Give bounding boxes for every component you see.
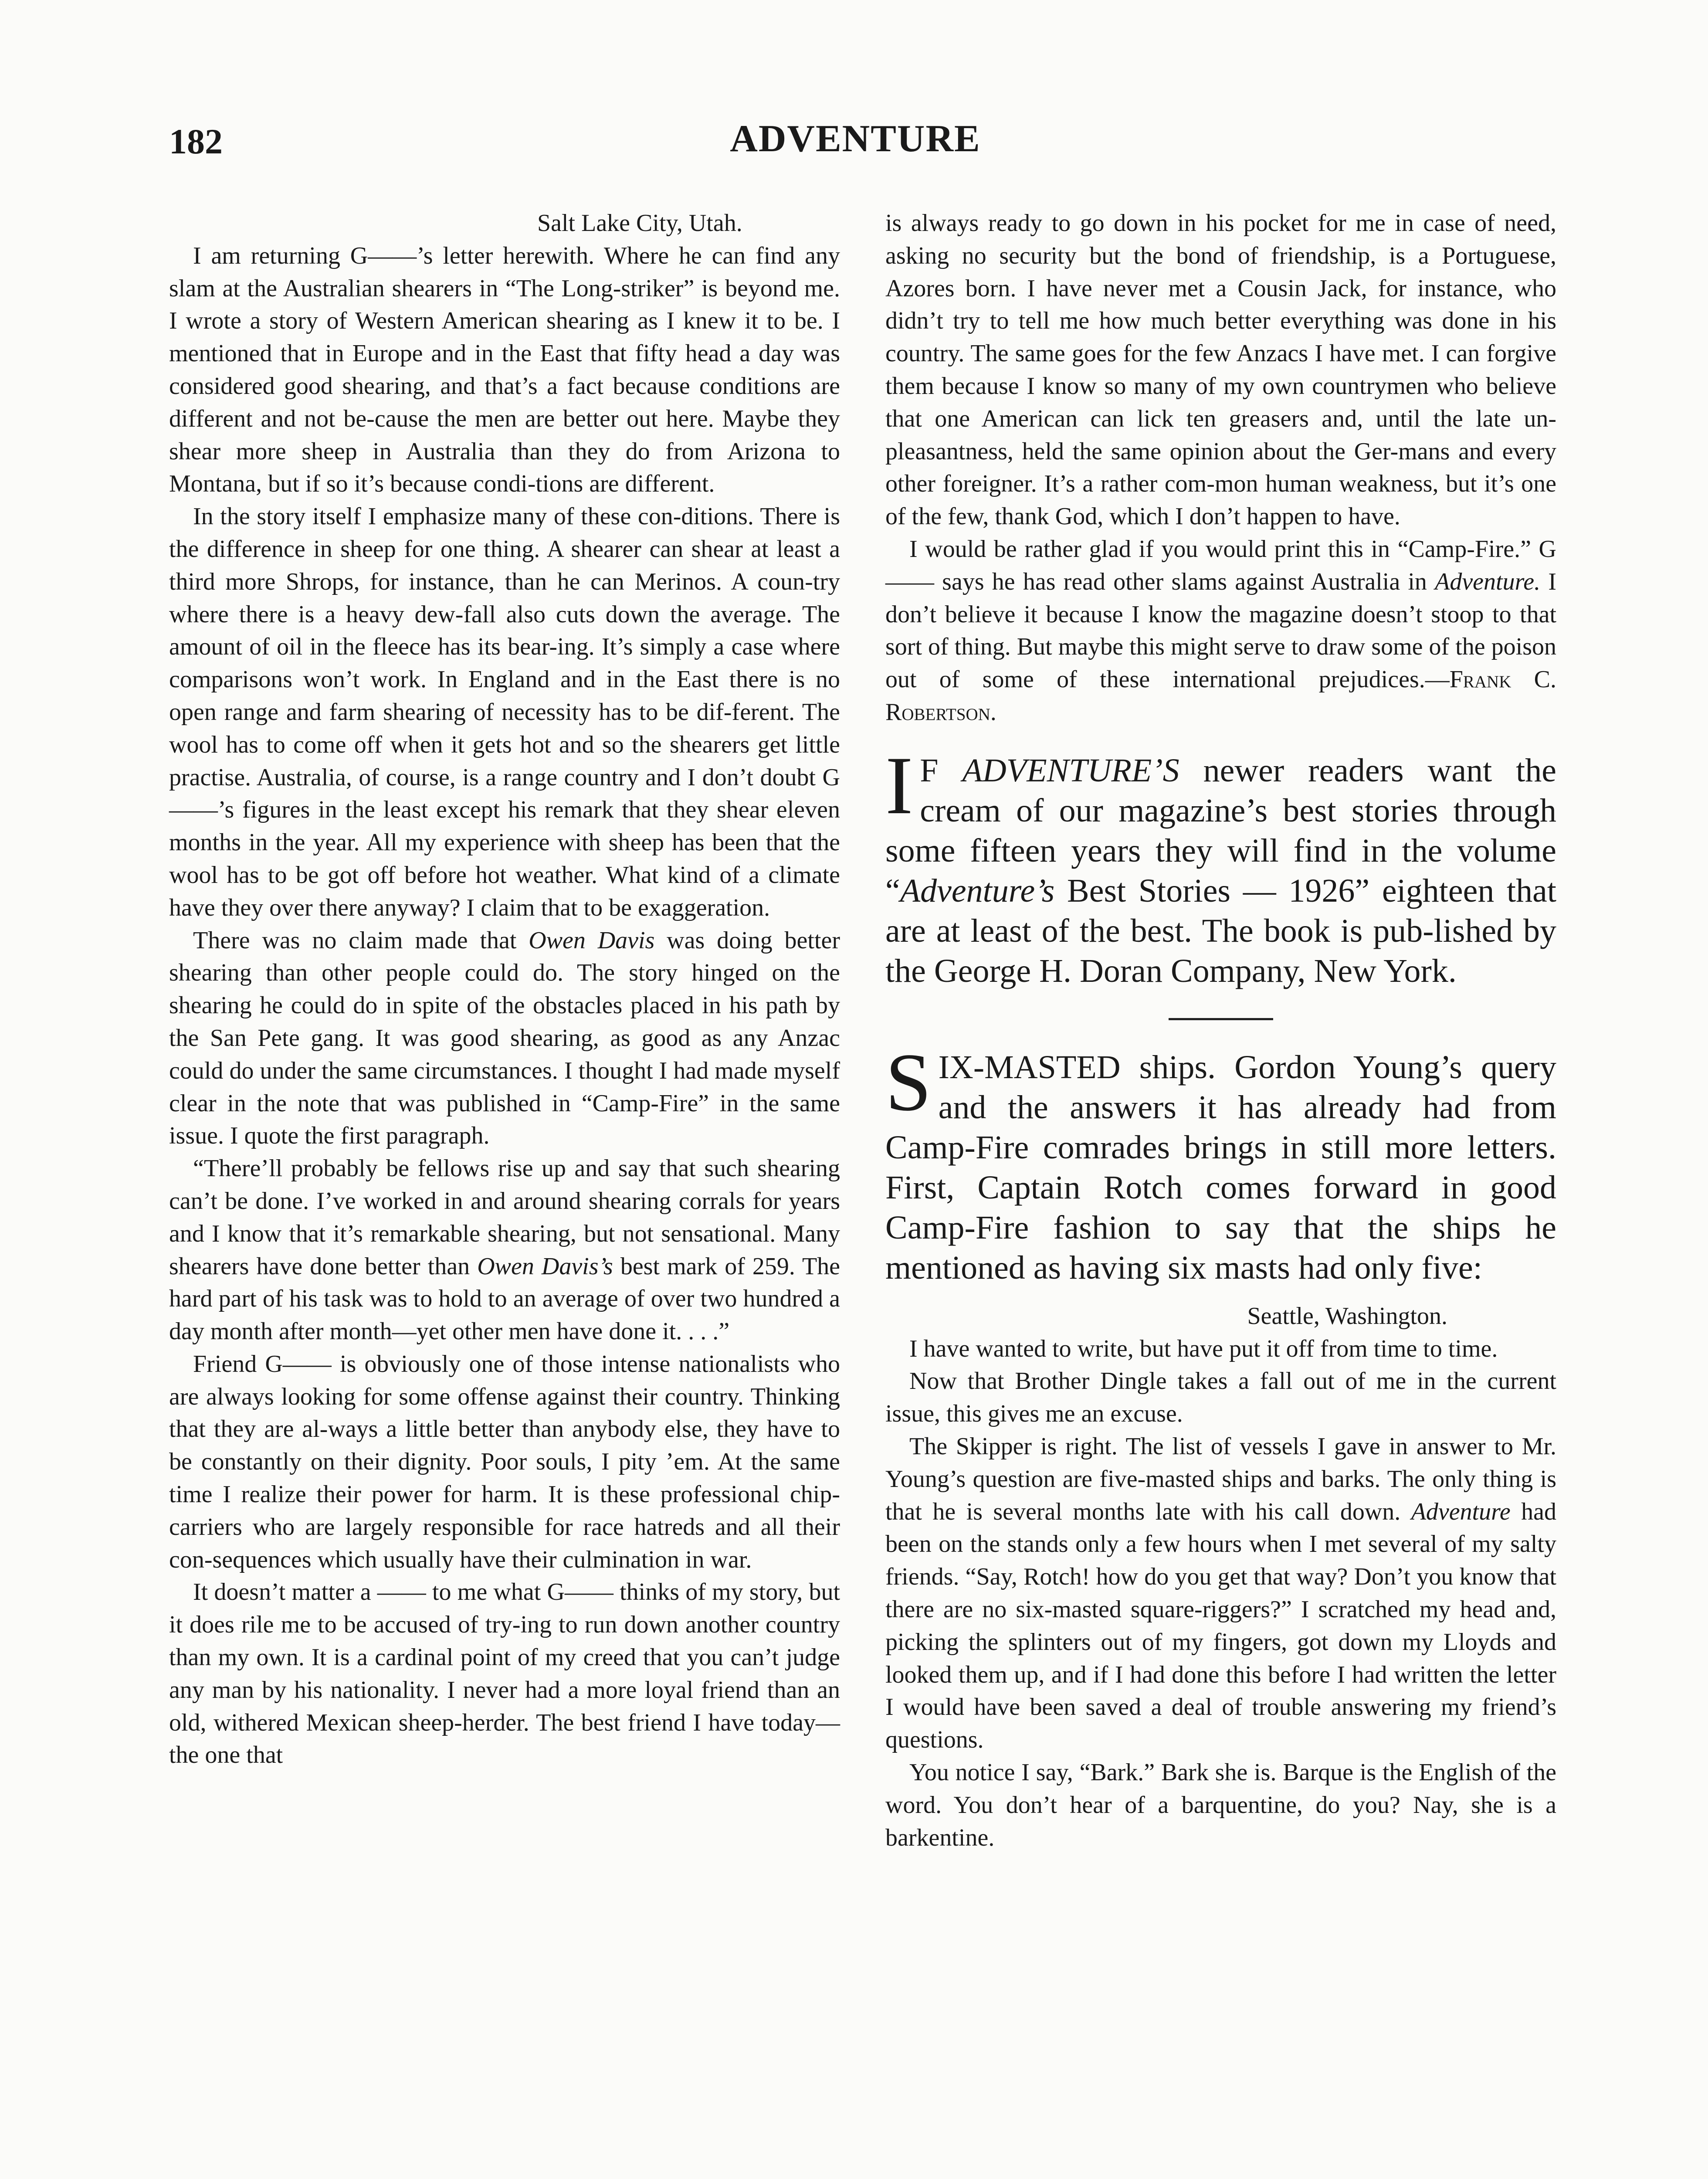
letter-paragraph: I have wanted to write, but have put it off from time to time.: [909, 1335, 1498, 1362]
letter-paragraph: The Skipper is right. The list of vessels I gave in answer to Mr. Young’s question are five-masted ships and barks. The only thing is that he is several months late with his call down. Adventure had been on the stands only a few hours when I met several of my salty friends. “Say, Rotch! how do you get that way? Don’t you know that there are no six-masted square-riggers?” I scratched my head and, picking the splinters out of my fingers, got down my Lloyds and looked them up, and if I had done this before I had written the letter I would have been saved a deal of trouble answering my friend’s questions.: [885, 1432, 1556, 1754]
right-column: [885, 207, 1556, 1854]
letter-paragraph: I am returning G——’s letter herewith. Where he can find any slam at the Australian shearers in “The Long-striker” is beyond me. I wrote a story of Western American shearing as I knew it to be. I mentioned that in Europe and in the East that fifty head a day was considered good shearing, and that’s a fact because conditions are different and not be-cause the men are better out here. Maybe they shear more sheep in Australia than they do from Arizona to Montana, but if so it’s because condi-tions are different.: [169, 242, 840, 498]
italic-name: Owen Davis: [529, 927, 655, 954]
letter-paragraph: You notice I say, “Bark.” Bark she is. Barque is the English of the word. You don’t hear of a barquentine, do you? Nay, she is a barkentine.: [885, 1758, 1556, 1851]
drop-cap: I: [885, 740, 913, 832]
letter-paragraph: It doesn’t matter a —— to me what G—— thinks of my story, but it does rile me to be accused of try-ing to run down another country than my own. It is a cardinal point of my creed that you can’t judge any man by his nationality. I never had a more loyal friend than an old, withered Mexican sheep-herder. The best friend I have today—the one that: [169, 1578, 840, 1769]
running-head: ADVENTURE: [730, 118, 981, 160]
six-masted-intro: SIX-MASTED ships. Gordon Young’s query and the answers it has already had from Camp-Fire comrades brings in still more letters. First, Captain Rotch comes forward in good Camp-Fire fashion to say that the ships he mentioned as having six masts had only five:: [885, 1036, 1556, 1286]
italic-name: Owen Davis’s: [477, 1252, 613, 1280]
dateline: Seattle, Washington.: [1247, 1302, 1447, 1330]
letter-paragraph: There was no claim made that Owen Davis was doing better shearing than other people could do. The story hinged on the shearing he could do in spite of the obstacles placed in his path by the San Pete gang. It was good shearing, as good as any Anzac could do under the same circumstances. I thought I had made myself clear in the note that was published in “Camp-Fire” in the same issue. I quote the first paragraph.: [169, 927, 840, 1150]
book-announcement: I F ADVENTURE’S newer readers want the cream of our magazine’s best stories through some fifteen years they will find in the volume “Adventure’s Best Stories — 1926” eighteen that are at least of the best. The book is pub-lished by the George H. Doran Company, New York.: [885, 740, 1556, 989]
left-column: [169, 207, 840, 1772]
page-header: [169, 117, 1542, 178]
letter-paragraph: I would be rather glad if you would print this in “Camp-Fire.” G—— says he has read other slams against Australia in Adventure. I don’t believe it because I know the magazine doesn’t stoop to that sort of thing. But maybe this might serve to draw some of the poison out of some of these international prejudices.—Frank C. Robertson.: [885, 535, 1556, 726]
letter-paragraph: “There’ll probably be fellows rise up and say that such shearing can’t be done. I’ve worked in and around shearing corrals for years and I know that it’s remarkable shearing, but not sensational. Many shearers have done better than Owen Davis’s best mark of 259. The hard part of his task was to hold to an average of over two hundred a day month after month—yet other men have done it. . . .”: [169, 1155, 840, 1345]
signature: Frank C. Robertson.: [885, 666, 1556, 726]
letter-paragraph: Now that Brother Dingle takes a fall out of me in the current issue, this gives me an excuse.: [885, 1368, 1556, 1428]
drop-cap: S: [885, 1036, 932, 1128]
letter-paragraph: is always ready to go down in his pocket for me in case of need, asking no security but the bond of friendship, is a Portuguese, Azores born. I have never met a Cousin Jack, for instance, who didn’t try to tell me how much better everything was done in his country. The same goes for the few Anzacs I have met. I can forgive them because I know so many of my own countrymen who believe that one American can lick ten greasers and, until the late un-pleasantness, held the same opinion about the Ger-mans and every other foreigner. It’s a rather com-mon human weakness, but it’s one of the few, thank God, which I don’t happen to have.: [885, 210, 1556, 530]
italic-title: Adventure’s: [900, 872, 1055, 909]
page-number: 182: [169, 122, 223, 161]
italic-title: Adventure: [1411, 1498, 1511, 1525]
letter-paragraph: Friend G—— is obviously one of those intense nationalists who are always looking for some offense against their country. Thinking that they are al-ways a little better than anybody else, they have to be constantly on their dignity. Poor souls, I pity ’em. At the same time I realize their power for harm. It is these professional chip-carriers who are largely responsible for race hatreds and all their con-sequences which usually have their culmination in war.: [169, 1350, 840, 1573]
italic-title: Adventure.: [1435, 568, 1541, 595]
section-divider: [1169, 1018, 1273, 1020]
italic-title: ADVENTURE’S: [962, 752, 1179, 789]
dateline: Salt Lake City, Utah.: [537, 210, 742, 237]
letter-paragraph: In the story itself I emphasize many of these con-ditions. There is the difference in sheep for one thing. A shearer can shear at least a third more Shrops, for instance, than he can Merinos. A coun-try where there is a heavy dew-fall also cuts down the average. The amount of oil in the fleece has its bear-ing. It’s simply a case where comparisons won’t work. In England and in the East there is no open range and farm shearing of necessity has to be dif-ferent. The wool has to come off when it gets hot and so the shearers get little practise. Australia, of course, is a range country and I don’t doubt G——’s figures in the least except his remark that they shear eleven months in the year. All my experience with sheep has been that the wool has to be got off before hot weather. What kind of a climate have they over there anyway? I claim that to be exaggeration.: [169, 503, 840, 921]
